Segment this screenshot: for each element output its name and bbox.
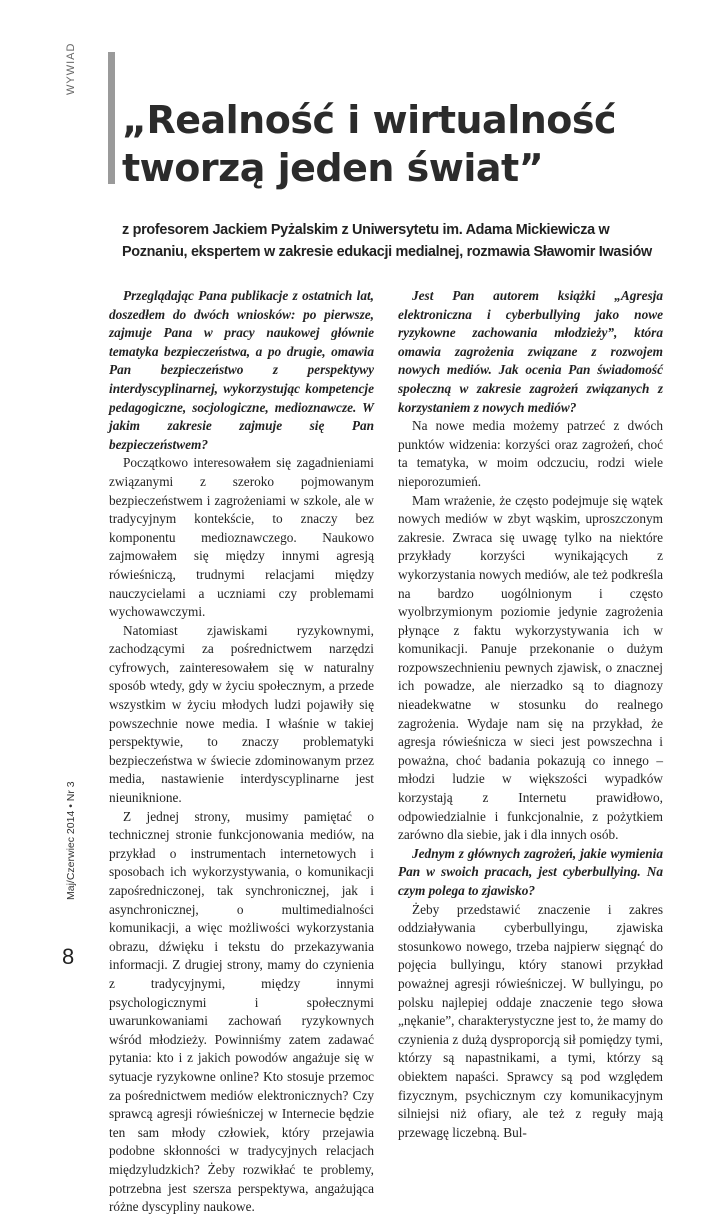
- interview-question: Jednym z głównych zagrożeń, jakie wymienia Pan w swoich pracach, jest cyberbullying. Na czym polega to zjawisko?: [398, 845, 663, 898]
- interview-answer: Początkowo interesowałem się zagadnieniami związanymi z szeroko pojmowanym bezpieczeństwem i zagrożeniami w szkole, ale w tradycyjnym kontekście, to znaczy bez komponentu medioznawczego. Naukowo zajmowałem się między innymi agresją rówieśniczą, trudnymi relacjami między nauczycielami a uczniami czy problemami wychowawczymi.: [109, 455, 374, 620]
- issue-info: Maj/Czerwiec 2014 • Nr 3: [65, 781, 77, 900]
- right-column: [398, 287, 663, 1142]
- interview-answer: Żeby przedstawić znaczenie i zakres oddziaływania cyberbullyingu, zjawiska stosunkowo nowego, trzeba najpierw sięgnąć do pojęcia bullyingu, który stanowi przykład poważnej agresji rówieśniczej. W bullyingu, po polsku najlepiej oddaje znaczenie tego słowa „nękanie”, charakterystyczne jest to, że mamy do czynienia z dużą dysproporcją sił pomiędzy tymi, którzy są napastnikami, a tymi, którzy są obiektem napaści. Sprawcy są pod względem fizycznym, psychicznym czy komunikacyjnym silniejsi niż ofiary, ale też z reguły mają przewagę liczebną. Bul-: [398, 901, 663, 1140]
- interview-answer: Z jednej strony, musimy pamiętać o technicznej stronie funkcjonowania mediów, na przykład o instrumentach internetowych i sposobach ich wykorzystywania, o komunikacji zapośredniczonej, tak synchronicznej, jak i asynchronicznej, o multimedialności komunikacji, a więc możliwości wykorzystania obrazu, dźwięku i tekstu do przekazywania informacji. Z drugiej strony, mamy do czynienia z tradycyjnymi, między innymi psychologicznymi i społecznymi uwarunkowaniami zachowań ryzykownych wśród młodzieży. Powinniśmy zatem zadawać pytania: kto i z jakich powodów angażuje się w sytuacje ryzykowne online? Kto stosuje przemoc za pośrednictwem mediów elektronicznych? Czy sprawcą agresji rówieśniczej w Internecie będzie ten sam młody człowiek, który przejawia podobne skłonności w tradycyjnych relacjach międzyludzkich? Żeby rozwikłać te problemy, potrzebna jest szersza perspektywa, angażująca różne dyscypliny naukowe.: [109, 808, 374, 1215]
- interview-answer: Mam wrażenie, że często podejmuje się wątek nowych mediów w zbyt wąskim, uproszczonym zakresie. Zwraca się uwagę tylko na niektóre przykłady korzyści wynikających z wykorzystania nowych mediów, ale też podkreśla na bardzo uogólnionym i często wyolbrzymionym poziomie jedynie zagrożenia płynące z faktu wykorzystywania ich w komunikacji. Panuje przekonanie o dużym rozpowszechnieniu pewnych zjawisk, o znacznej ich powadze, ale nierzadko są to diagnozy nieadekwatne w stosunku do realnego zagrożenia. Wydaje nam się na przykład, że agresja rówieśnicza w sieci jest powszechna i poważna, choć badania pokazują co innego – młodzi ludzie w większości wypadków korzystają z Internetu prawidłowo, odpowiedzialnie i funkcjonalnie, z pożytkiem zarówno dla siebie, jak i dla innych osób.: [398, 492, 663, 843]
- article-subtitle: z profesorem Jackiem Pyżalskim z Uniwersytetu im. Adama Mickiewicza w Poznaniu, ekspertem w zakresie edukacji medialnej, rozmawia Sławomir Iwasiów: [122, 222, 652, 260]
- interview-answer: Natomiast zjawiskami ryzykownymi, zachodzącymi za pośrednictwem narzędzi cyfrowych, zainteresowałem się w naturalny sposób wtedy, gdy w życiu społecznym, a przede wszystkim w życiu młodych ludzi pojawiły się powszechnie nowe media. I właśnie w takiej perspektywie, to znaczy problematyki bezpieczeństwa w świecie zdominowanym przez media, nastawienie interdyscyplinarne jest nieuniknione.: [109, 622, 374, 806]
- interview-answer: Na nowe media możemy patrzeć z dwóch punktów widzenia: korzyści oraz zagrożeń, choć ta tematyka, w moim odczuciu, rodzi wiele nieporozumień.: [398, 418, 663, 489]
- section-label: WYWIAD: [65, 42, 77, 95]
- title-accent-bar: [108, 52, 115, 184]
- interview-question: Przeglądając Pana publikacje z ostatnich lat, doszedłem do dwóch wniosków: po pierwsze, zajmuje Pana w pracy naukowej głównie tematyka bezpieczeństwa, a po drugie, omawia Pan bezpieczeństwo z perspektywy interdyscyplinarnej, wykorzystując kompetencje pedagogiczne, socjologiczne, medioznawcze. W jakim zakresie zajmuje się Pan bezpieczeństwem?: [109, 288, 374, 452]
- left-column: [109, 287, 374, 1217]
- interview-question: Jest Pan autorem książki „Agresja elektroniczna i cyberbullying jako nowe ryzykowne zachowania młodzieży”, która omawia zagrożenia związane z rozwojem nowych mediów. Jak ocenia Pan świadomość społeczną w zakresie zagrożeń związanych z korzystaniem z nowych mediów?: [398, 288, 663, 415]
- article-title: „Realność i wirtualność tworzą jeden świat”: [122, 98, 617, 190]
- page-number: 8: [62, 944, 75, 969]
